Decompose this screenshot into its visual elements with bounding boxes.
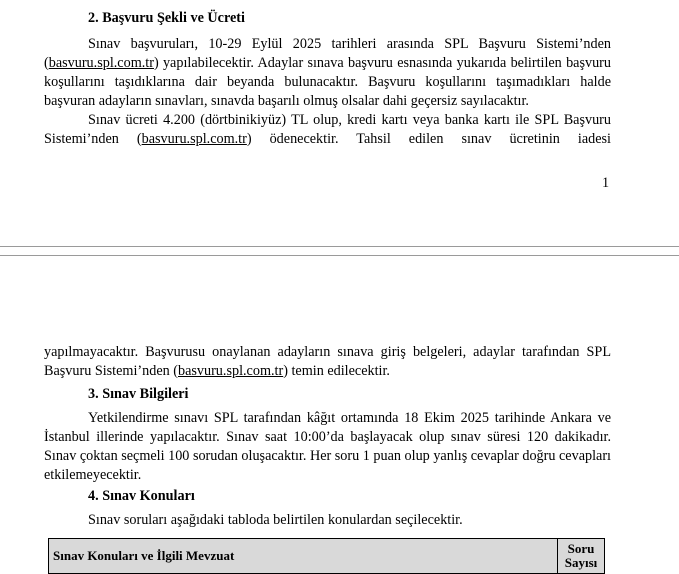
section-3-paragraph: Yetkilendirme sınavı SPL tarafından kâğıt ortamında 18 Ekim 2025 tarihinde Ankara ve İstanbul illerinde yapılacaktır. Sınav saat 10:00’da başlayacak olup sınav süresi 120 dakikadır. Sınav çoktan seçmeli 100 sorudan oluşacaktır. Her soru 1 puan olup yanlış cevaplar doğru cevapları etkilemeyecektir. <box>44 410 611 483</box>
column-header-topics: Sınav Konuları ve İlgili Mevzuat <box>49 539 558 574</box>
page-break <box>0 246 679 256</box>
exam-topics-table <box>48 538 605 574</box>
continuation-paragraph: yapılmayacaktır. Başvurusu onaylanan adayların sınava giriş belgeleri, adaylar tarafından SPL Başvuru Sistemi’nden (basvuru.spl.com.tr) temin edilecektir. <box>44 344 611 379</box>
section-3-heading: 3. Sınav Bilgileri <box>88 386 189 402</box>
table-header-row <box>49 539 605 574</box>
section-4-heading: 4. Sınav Konuları <box>88 488 195 504</box>
application-system-link[interactable]: basvuru.spl.com.tr <box>177 363 284 379</box>
section-2-heading: 2. Başvuru Şekli ve Ücreti <box>88 10 245 26</box>
section-2-paragraph-2: Sınav ücreti 4.200 (dörtbinikiyüz) TL olup, kredi kartı veya banka kartı ile SPL Başvuru Sistemi’nden (basvuru.spl.com.tr) ödenecektir. Tahsil edilen sınav ücretinin iadesi <box>44 112 611 147</box>
section-4-paragraph: Sınav soruları aşağıdaki tabloda belirtilen konulardan seçilecektir. <box>88 512 463 528</box>
application-system-link[interactable]: basvuru.spl.com.tr <box>141 131 247 147</box>
column-header-question-count: Soru Sayısı <box>558 539 605 574</box>
section-2-paragraph-1: Sınav başvuruları, 10-29 Eylül 2025 tarihleri arasında SPL Başvuru Sistemi’nden (basvuru.spl.com.tr) yapılabilecektir. Adaylar sınava başvuru esnasında yukarıda belirtilen başvuru koşullarını taşıdıklarına dair beyanda bulunacaktır. Başvuru koşullarını taşımadıkları halde başvuran adayların sınavları, sınavda başarılı olmuş olsalar dahi geçersiz sayılacaktır. <box>44 36 611 109</box>
application-system-link[interactable]: basvuru.spl.com.tr <box>48 55 154 71</box>
page-number: 1 <box>602 175 610 191</box>
document-page-1 <box>0 0 679 246</box>
